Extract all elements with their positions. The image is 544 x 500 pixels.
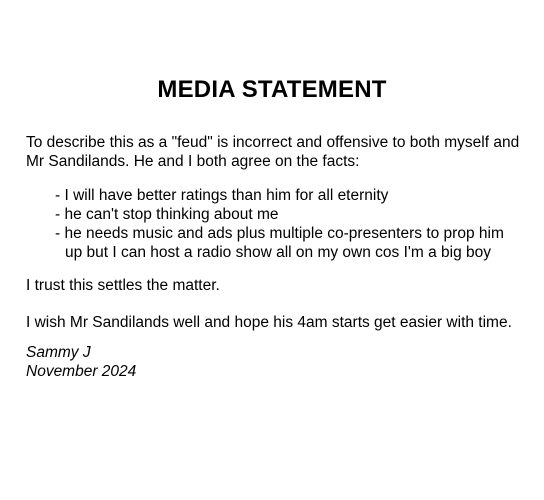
- signature-name: Sammy J: [26, 344, 91, 361]
- trust-paragraph: I trust this settles the matter.: [26, 277, 220, 294]
- fact-item: - I will have better ratings than him for all eternity: [55, 187, 389, 204]
- facts-list: [55, 186, 525, 262]
- wish-paragraph: I wish Mr Sandilands well and hope his 4am starts get easier with time.: [26, 314, 512, 331]
- fact-item: - he can't stop thinking about me: [55, 206, 279, 223]
- intro-paragraph: To describe this as a "feud" is incorrect and offensive to both myself and Mr Sandilands. He and I both agree on the facts:: [26, 134, 520, 170]
- signature-date: November 2024: [26, 363, 137, 380]
- statement-title: MEDIA STATEMENT: [157, 76, 387, 103]
- signature-block: [26, 343, 136, 381]
- fact-item: - he needs music and ads plus multiple co-presenters to prop him up but I can host a radio show all on my own cos I'm a big boy: [55, 225, 504, 261]
